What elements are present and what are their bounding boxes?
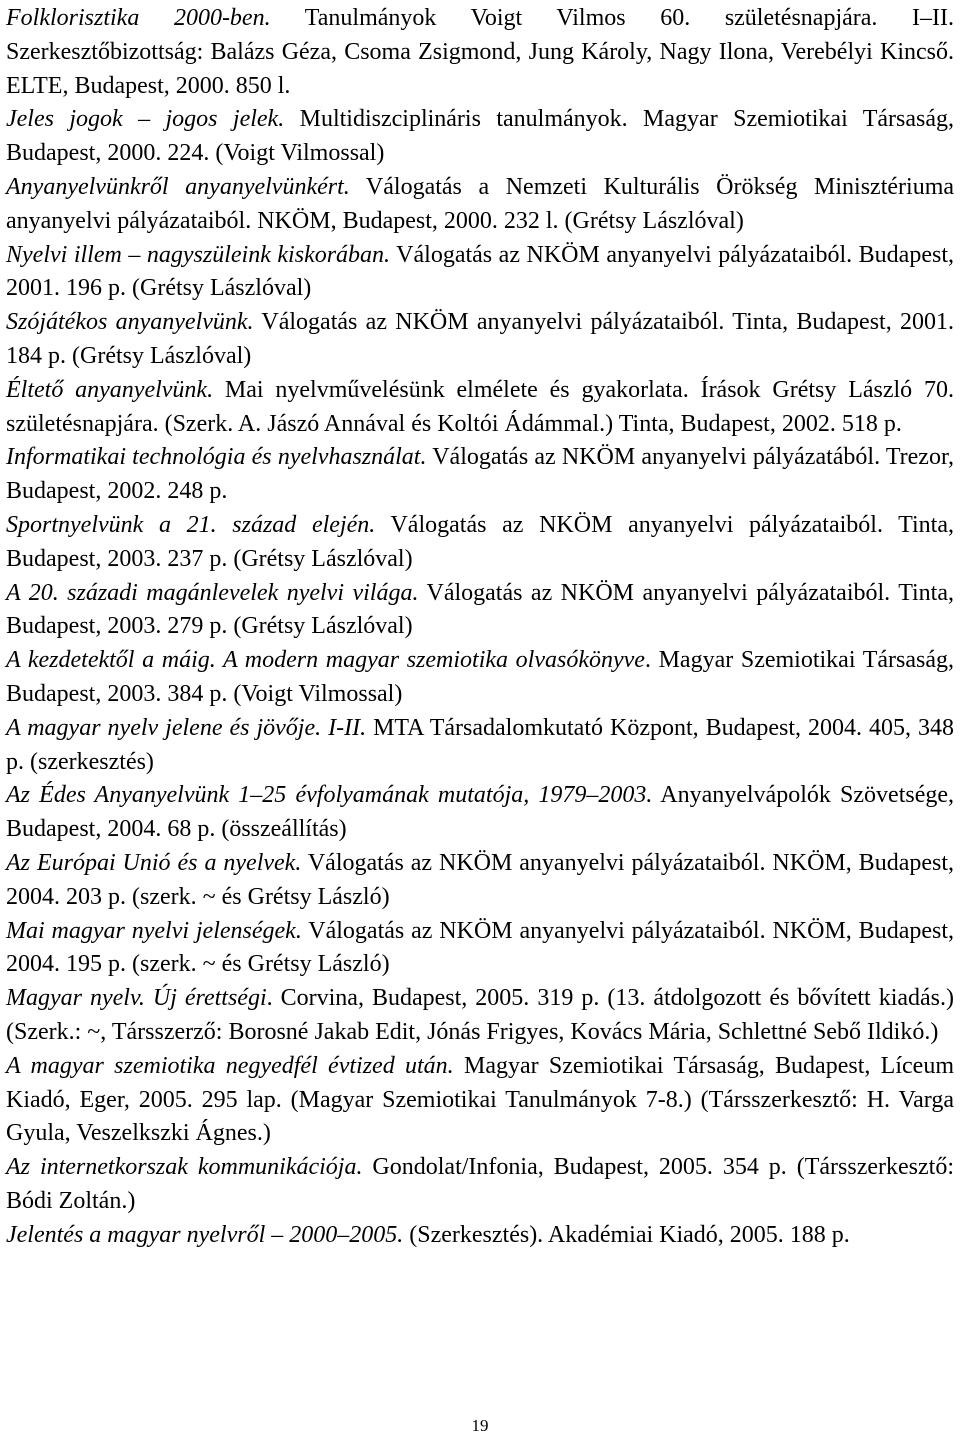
- entry-title: A kezdetektől a máig. A modern magyar szemiotika olvasókönyve: [6, 647, 645, 674]
- entry-title: A magyar nyelv jelene és jövője. I-II.: [6, 714, 367, 741]
- entry-title: Az internetkorszak kommunikációja.: [6, 1154, 363, 1181]
- page-number: 19: [471, 1416, 489, 1435]
- bibliography-entry: [6, 915, 954, 983]
- bibliography-entry: [6, 577, 954, 645]
- entry-details: Válogatás az NKÖM anyanyelvi pályázataiból. Tinta, Budapest, 2003. 279 p. (Grétsy Lászlóval): [6, 579, 955, 640]
- bibliography-entry: [6, 2, 954, 103]
- entry-title: Szójátékos anyanyelvünk.: [6, 309, 254, 336]
- entry-details: Válogatás az NKÖM anyanyelvi pályázataiból. NKÖM, Budapest, 2004. 203 p. (szerk. ~ és Grétsy László): [6, 849, 954, 910]
- entry-title: Anyanyelvünkről anyanyelvünkért.: [6, 173, 350, 200]
- bibliography-entry: [6, 712, 954, 780]
- bibliography-entry: [6, 1151, 954, 1219]
- entry-details: Válogatás az NKÖM anyanyelvi pályázataiból. Budapest, 2001. 196 p. (Grétsy Lászlóval): [6, 241, 954, 302]
- entry-details: Válogatás az NKÖM anyanyelvi pályázataiból. NKÖM, Budapest, 2004. 195 p. (szerk. ~ és Grétsy László): [6, 917, 955, 978]
- entry-title: Mai magyar nyelvi jelenségek.: [6, 917, 302, 944]
- entry-title: Magyar nyelv. Új érettségi: [6, 985, 267, 1012]
- entry-title: Éltető anyanyelvünk.: [6, 376, 214, 403]
- bibliography-entry: [6, 1219, 954, 1253]
- entry-details: . Corvina, Budapest, 2005. 319 p. (13. átdolgozott és bővített kiadás.) (Szerk.: ~, Társszerző: Borosné Jakab Edit, Jónás Frigyes, Kovács Mária, Schlettné Sebő Ildikó.): [6, 985, 954, 1045]
- bibliography-entry: [6, 1050, 954, 1151]
- entry-details: Válogatás az NKÖM anyanyelvi pályázataiból. Tinta, Budapest, 2001. 184 p. (Grétsy Lászlóval): [6, 309, 954, 369]
- entry-details: (Szerkesztés). Akadémiai Kiadó, 2005. 188 p.: [403, 1221, 850, 1248]
- bibliography-entry: [6, 509, 954, 577]
- bibliography-list: [6, 2, 954, 1252]
- entry-details: Anyanyelvápolók Szövetsége, Budapest, 2004. 68 p. (összeállítás): [6, 782, 954, 843]
- entry-details: Tanulmányok Voigt Vilmos 60. születésnapjára. I–II. Szerkesztőbizottság: Balázs Géza, Csoma Zsigmond, Jung Károly, Nagy Ilona, Verebélyi Kincső. ELTE, Budapest, 2000. 850 l.: [6, 5, 955, 99]
- entry-title: Nyelvi illem – nagyszüleink kiskorában.: [6, 241, 391, 268]
- entry-details: Válogatás a Nemzeti Kulturális Örökség Minisztériuma anyanyelvi pályázataiból. NKÖM, Budapest, 2000. 232 l. (Grétsy Lászlóval): [6, 173, 955, 234]
- bibliography-entry: [6, 374, 954, 442]
- entry-details: Magyar Szemiotikai Társaság, Budapest, Líceum Kiadó, Eger, 2005. 295 lap. (Magyar Szemiotikai Tanulmányok 7-8.) (Társszerkesztő: H. Varga Gyula, Veszelkszki Ágnes.): [6, 1052, 954, 1147]
- bibliography-entry: [6, 644, 954, 712]
- entry-details: MTA Társadalomkutató Központ, Budapest, 2004. 405, 348 p. (szerkesztés): [6, 714, 954, 775]
- entry-details: Multidiszciplináris tanulmányok. Magyar Szemiotikai Társaság, Budapest, 2000. 224. (Voigt Vilmossal): [6, 106, 954, 167]
- bibliography-entry: [6, 847, 954, 915]
- entry-details: Gondolat/Infonia, Budapest, 2005. 354 p. (Társszerkesztő: Bódi Zoltán.): [6, 1154, 954, 1214]
- bibliography-entry: [6, 779, 954, 847]
- entry-title: Az Édes Anyanyelvünk 1–25 évfolyamának mutatója, 1979–2003.: [6, 782, 653, 809]
- bibliography-entry: [6, 239, 954, 307]
- entry-title: A magyar szemiotika negyedfél évtized után.: [6, 1052, 454, 1079]
- bibliography-entry: [6, 103, 954, 171]
- bibliography-entry: [6, 306, 954, 374]
- entry-title: Folklorisztika 2000-ben.: [6, 5, 271, 31]
- entry-details: Mai nyelvművelésünk elmélete és gyakorlata. Írások Grétsy László 70. születésnapjára. (Szerk. A. Jászó Annával és Koltói Ádámmal.) Tinta, Budapest, 2002. 518 p.: [6, 376, 954, 437]
- bibliography-entry: [6, 441, 954, 509]
- entry-title: Jelentés a magyar nyelvről – 2000–2005.: [6, 1221, 404, 1248]
- entry-details: Válogatás az NKÖM anyanyelvi pályázataiból. Tinta, Budapest, 2003. 237 p. (Grétsy Lászlóval): [6, 511, 954, 572]
- entry-title: Az Európai Unió és a nyelvek.: [6, 849, 302, 876]
- entry-details: Válogatás az NKÖM anyanyelvi pályázatából. Trezor, Budapest, 2002. 248 p.: [6, 444, 954, 505]
- bibliography-entry: [6, 171, 954, 239]
- entry-title: A 20. századi magánlevelek nyelvi világa.: [6, 579, 419, 606]
- bibliography-entry: [6, 982, 954, 1050]
- entry-title: Sportnyelvünk a 21. század elején.: [6, 511, 376, 538]
- entry-details: . Magyar Szemiotikai Társaság, Budapest, 2003. 384 p. (Voigt Vilmossal): [6, 647, 954, 707]
- entry-title: Jeles jogok – jogos jelek.: [6, 106, 285, 133]
- entry-title: Informatikai technológia és nyelvhasználat.: [6, 444, 427, 471]
